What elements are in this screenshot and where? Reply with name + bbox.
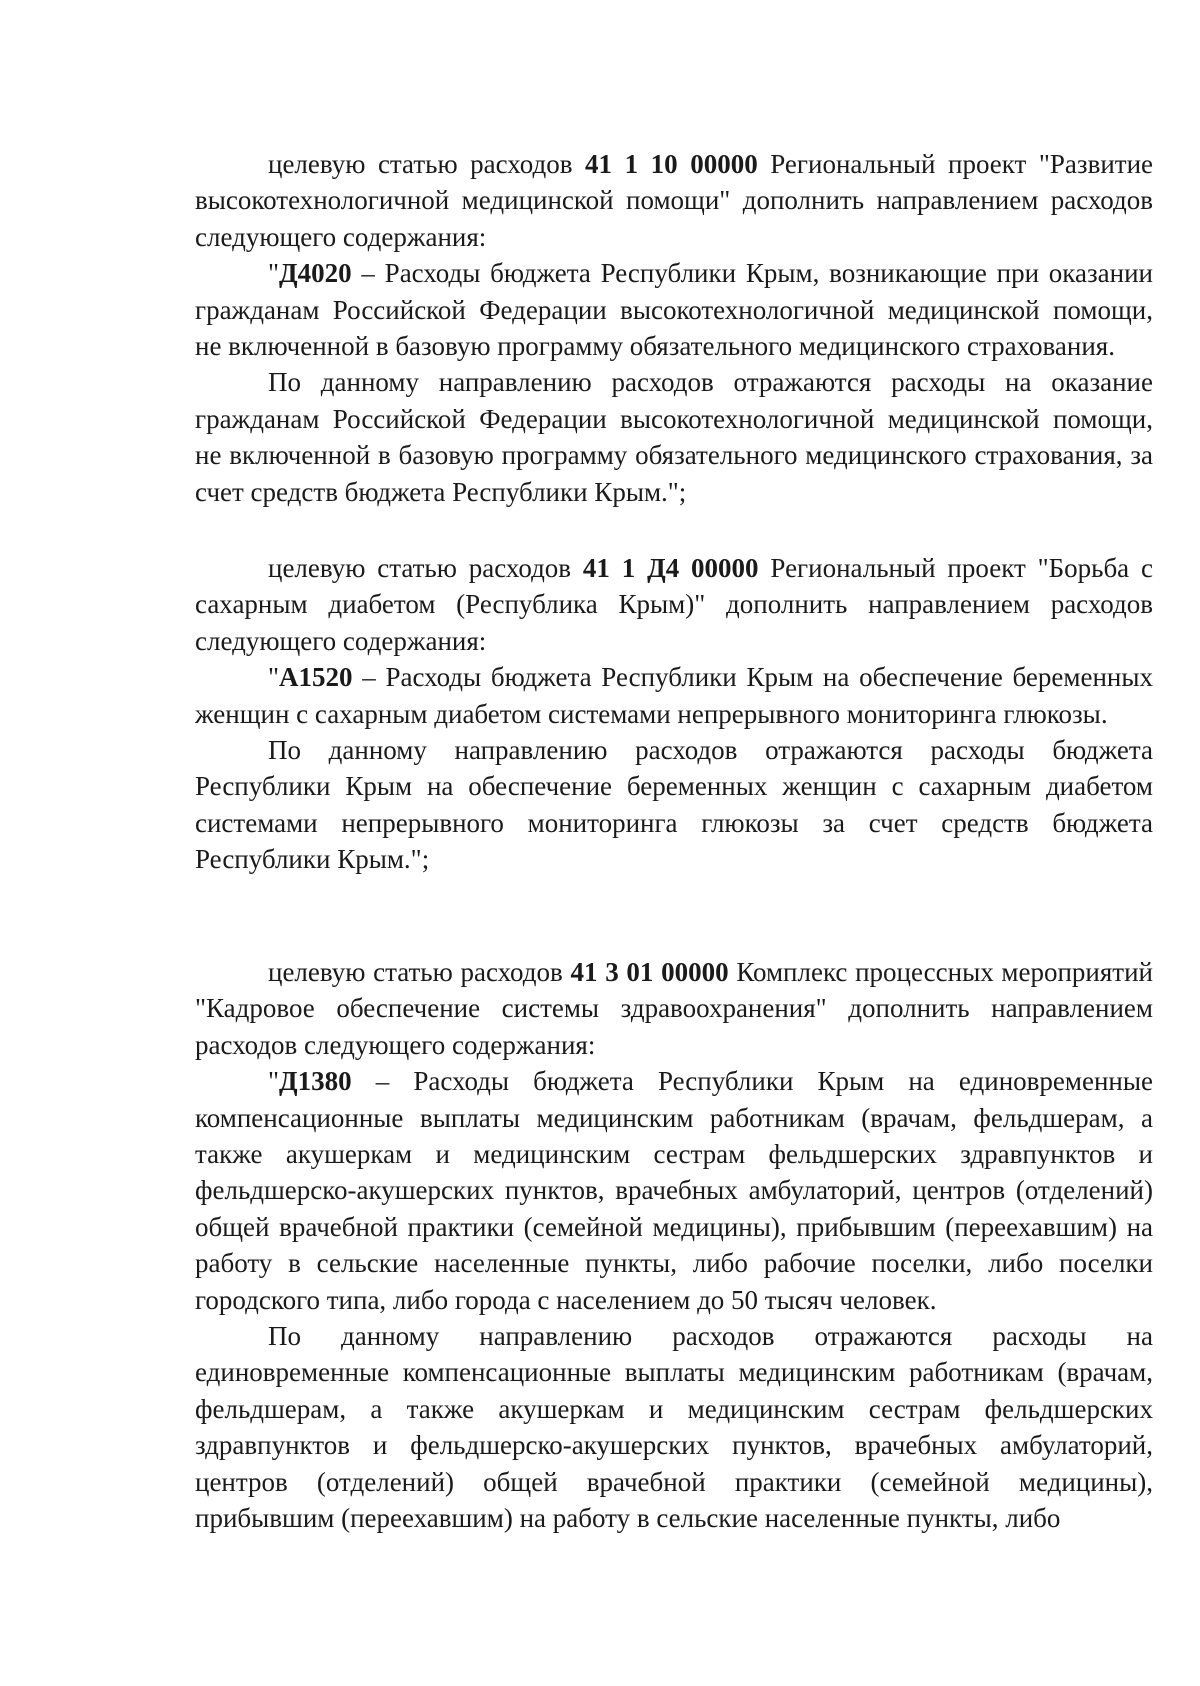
budget-code: 41 3 01 00000 bbox=[570, 957, 729, 987]
section-1-intro bbox=[195, 146, 1153, 255]
direction-code: А1520 bbox=[279, 662, 353, 693]
item-open-quote: " bbox=[268, 662, 280, 693]
direction-code: Д4020 bbox=[279, 258, 352, 289]
section-3-item bbox=[195, 1063, 1153, 1318]
item-open-quote: " bbox=[268, 258, 280, 289]
item-text: – Расходы бюджета Республики Крым, возникающие при оказании гражданам Российской Федерации высокотехнологичной медицинской помощи, не включенной в базовую программу обязательного медицинского страхования. bbox=[195, 258, 1153, 362]
section-3-description: По данному направлению расходов отражаются расходы на единовременные компенсационные выплаты медицинским работникам (врачам, фельдшерам, а также акушеркам и медицинским сестрам фельдшерских здравпунктов и фельдшерско-акушерских пунктов, врачебных амбулаторий, центров (отделений) общей врачебной практики (семейной медицины), прибывшим (переехавшим) на работу в сельские населенные пункты, либо bbox=[195, 1321, 1153, 1534]
section-2 bbox=[195, 550, 1153, 878]
section-3 bbox=[195, 954, 1153, 1537]
item-text: – Расходы бюджета Республики Крым на обеспечение беременных женщин с сахарным диабетом системами непрерывного мониторинга глюкозы. bbox=[195, 662, 1153, 729]
section-1 bbox=[195, 146, 1153, 510]
budget-code: 41 1 Д4 00000 bbox=[582, 553, 759, 583]
intro-prefix: целевую статью расходов bbox=[268, 149, 586, 179]
section-2-description: По данному направлению расходов отражаются расходы бюджета Республики Крым на обеспечение беременных женщин с сахарным диабетом системами непрерывного мониторинга глюкозы за счет средств бюджета Республики Крым."; bbox=[195, 735, 1153, 875]
intro-prefix: целевую статью расходов bbox=[268, 553, 583, 583]
section-2-intro bbox=[195, 550, 1153, 659]
section-3-intro bbox=[195, 954, 1153, 1063]
intro-suffix: Региональный проект "Борьба с сахарным диабетом (Республика Крым)" дополнить направлением расходов следующего содержания: bbox=[195, 553, 1153, 656]
section-2-item bbox=[195, 659, 1153, 732]
intro-suffix: Региональный проект "Развитие высокотехнологичной медицинской помощи" дополнить направлением расходов следующего содержания: bbox=[195, 149, 1153, 252]
section-1-item bbox=[195, 255, 1153, 364]
item-open-quote: " bbox=[268, 1066, 280, 1097]
budget-code: 41 1 10 00000 bbox=[585, 149, 758, 179]
section-1-description: По данному направлению расходов отражаются расходы на оказание гражданам Российской Федерации высокотехнологичной медицинской помощи, не включенной в базовую программу обязательного медицинского страхования, за счет средств бюджета Республики Крым."; bbox=[195, 367, 1153, 507]
direction-code: Д1380 bbox=[279, 1066, 352, 1097]
intro-suffix: Комплекс процессных мероприятий "Кадровое обеспечение системы здравоохранения" дополнить направлением расходов следующего содержания: bbox=[195, 957, 1153, 1060]
intro-prefix: целевую статью расходов bbox=[268, 957, 571, 987]
item-text: – Расходы бюджета Республики Крым на единовременные компенсационные выплаты медицинским работникам (врачам, фельдшерам, а также акушеркам и медицинским сестрам фельдшерских здравпунктов и фельдшерско-акушерских пунктов, врачебных амбулаторий, центров (отделений) общей врачебной практики (семейной медицины), прибывшим (переехавшим) на работу в сельские населенные пункты, либо рабочие поселки, либо поселки городского типа, либо города с населением до 50 тысяч человек. bbox=[195, 1066, 1153, 1315]
